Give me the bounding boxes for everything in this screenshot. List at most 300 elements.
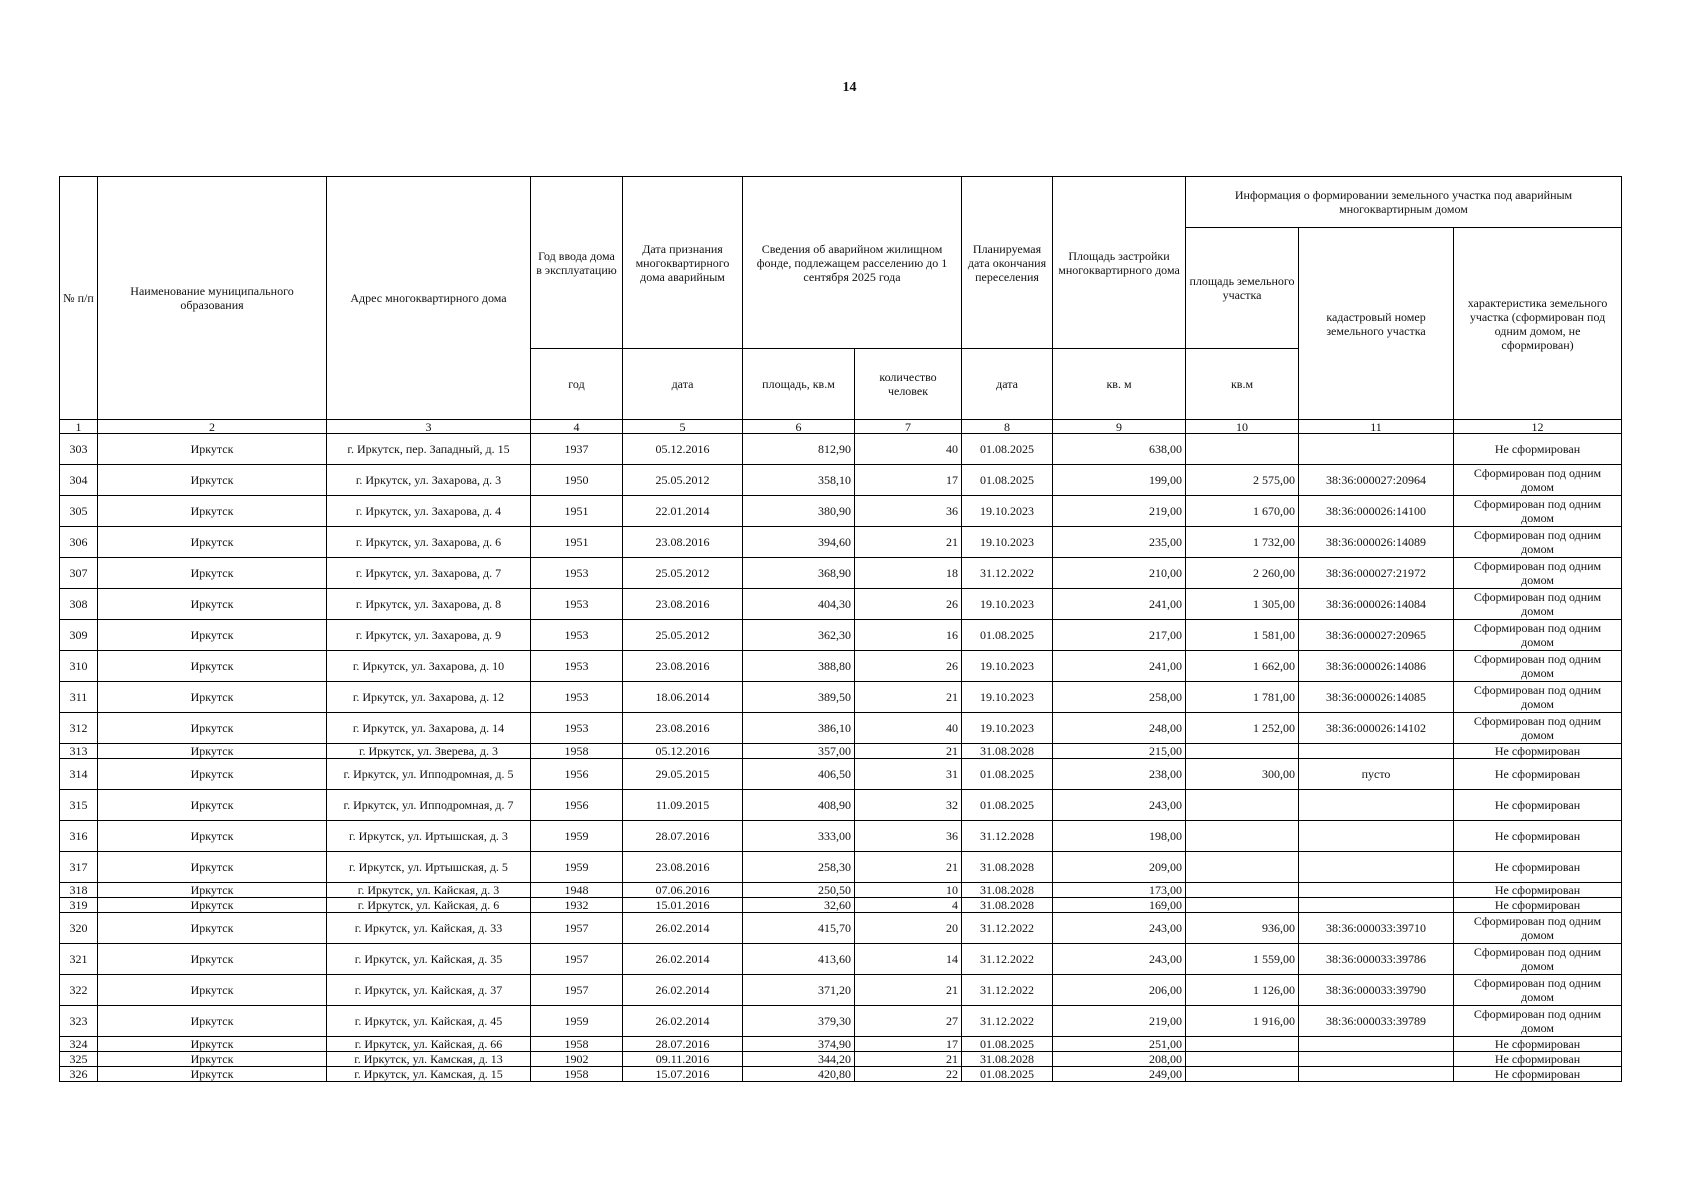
table-row <box>60 852 1622 883</box>
cell-planned-date: 31.12.2022 <box>962 913 1053 944</box>
cell-cadastral <box>1299 883 1454 898</box>
cell-land-status: Не сформирован <box>1454 1067 1622 1082</box>
col-index: 9 <box>1053 420 1186 434</box>
cell-cadastral: пусто <box>1299 759 1454 790</box>
cell-municipality: Иркутск <box>98 434 327 465</box>
cell-recognition-date: 23.08.2016 <box>623 651 743 682</box>
cell-building-area: 248,00 <box>1053 713 1186 744</box>
cell-municipality: Иркутск <box>98 944 327 975</box>
cell-municipality: Иркутск <box>98 589 327 620</box>
cell-recognition-date: 15.07.2016 <box>623 1067 743 1082</box>
table-row <box>60 434 1622 465</box>
cell-year: 1937 <box>531 434 623 465</box>
table-header <box>60 177 1622 434</box>
table-row <box>60 620 1622 651</box>
cell-cadastral <box>1299 1052 1454 1067</box>
cell-people: 17 <box>855 1037 962 1052</box>
cell-row-number: 324 <box>60 1037 98 1052</box>
cell-municipality: Иркутск <box>98 620 327 651</box>
cell-building-area: 169,00 <box>1053 898 1186 913</box>
table-row <box>60 496 1622 527</box>
cell-land-area <box>1186 1037 1299 1052</box>
cell-planned-date: 31.12.2022 <box>962 944 1053 975</box>
cell-planned-date: 01.08.2025 <box>962 434 1053 465</box>
cell-land-status: Сформирован под одним домом <box>1454 589 1622 620</box>
cell-recognition-date: 11.09.2015 <box>623 790 743 821</box>
cell-recognition-date: 26.02.2014 <box>623 913 743 944</box>
cell-cadastral: 38:36:000026:14089 <box>1299 527 1454 558</box>
header-emergency-fund: Сведения об аварийном жилищном фонде, подлежащем расселению до 1 сентября 2025 года <box>743 177 962 349</box>
header-municipality: Наименование муниципального образования <box>98 177 327 420</box>
cell-municipality: Иркутск <box>98 898 327 913</box>
cell-people: 10 <box>855 883 962 898</box>
header-recognition-date: Дата признания многоквартирного дома аварийным <box>623 177 743 349</box>
cell-planned-date: 01.08.2025 <box>962 1037 1053 1052</box>
cell-row-number: 306 <box>60 527 98 558</box>
cell-land-status: Не сформирован <box>1454 898 1622 913</box>
cell-land-area <box>1186 790 1299 821</box>
cell-municipality: Иркутск <box>98 527 327 558</box>
cell-area: 250,50 <box>743 883 855 898</box>
cell-municipality: Иркутск <box>98 496 327 527</box>
cell-people: 21 <box>855 527 962 558</box>
table-row <box>60 589 1622 620</box>
cell-recognition-date: 22.01.2014 <box>623 496 743 527</box>
cell-planned-date: 31.12.2022 <box>962 1006 1053 1037</box>
cell-area: 333,00 <box>743 821 855 852</box>
cell-cadastral <box>1299 790 1454 821</box>
cell-recognition-date: 23.08.2016 <box>623 713 743 744</box>
cell-land-status: Не сформирован <box>1454 744 1622 759</box>
unit-area: площадь, кв.м <box>743 349 855 420</box>
cell-municipality: Иркутск <box>98 682 327 713</box>
cell-cadastral: 38:36:000033:39790 <box>1299 975 1454 1006</box>
cell-planned-date: 01.08.2025 <box>962 465 1053 496</box>
cell-municipality: Иркутск <box>98 913 327 944</box>
cell-year: 1959 <box>531 821 623 852</box>
cell-people: 26 <box>855 651 962 682</box>
cell-recognition-date: 09.11.2016 <box>623 1052 743 1067</box>
cell-year: 1953 <box>531 651 623 682</box>
cell-address: г. Иркутск, ул. Кайская, д. 35 <box>327 944 531 975</box>
emergency-housing-table <box>59 176 1622 1082</box>
cell-building-area: 235,00 <box>1053 527 1186 558</box>
cell-building-area: 243,00 <box>1053 790 1186 821</box>
cell-people: 36 <box>855 821 962 852</box>
cell-municipality: Иркутск <box>98 1037 327 1052</box>
unit-land-sq-m: кв.м <box>1186 349 1299 420</box>
cell-planned-date: 01.08.2025 <box>962 790 1053 821</box>
cell-row-number: 316 <box>60 821 98 852</box>
cell-building-area: 249,00 <box>1053 1067 1186 1082</box>
cell-area: 406,50 <box>743 759 855 790</box>
cell-land-status: Не сформирован <box>1454 883 1622 898</box>
cell-people: 31 <box>855 759 962 790</box>
cell-cadastral <box>1299 1037 1454 1052</box>
cell-land-status: Не сформирован <box>1454 434 1622 465</box>
cell-cadastral <box>1299 744 1454 759</box>
col-index: 6 <box>743 420 855 434</box>
cell-address: г. Иркутск, ул. Захарова, д. 14 <box>327 713 531 744</box>
cell-land-status: Сформирован под одним домом <box>1454 682 1622 713</box>
cell-land-area: 1 252,00 <box>1186 713 1299 744</box>
cell-cadastral <box>1299 852 1454 883</box>
cell-land-area <box>1186 898 1299 913</box>
cell-people: 21 <box>855 1052 962 1067</box>
cell-building-area: 219,00 <box>1053 1006 1186 1037</box>
cell-land-area: 2 575,00 <box>1186 465 1299 496</box>
cell-municipality: Иркутск <box>98 465 327 496</box>
cell-recognition-date: 25.05.2012 <box>623 465 743 496</box>
cell-building-area: 208,00 <box>1053 1052 1186 1067</box>
table-row <box>60 1006 1622 1037</box>
cell-area: 386,10 <box>743 713 855 744</box>
cell-year: 1958 <box>531 744 623 759</box>
cell-row-number: 325 <box>60 1052 98 1067</box>
cell-cadastral: 38:36:000033:39789 <box>1299 1006 1454 1037</box>
cell-land-area <box>1186 852 1299 883</box>
cell-row-number: 322 <box>60 975 98 1006</box>
cell-year: 1902 <box>531 1052 623 1067</box>
header-row-number: № п/п <box>60 177 98 420</box>
cell-address: г. Иркутск, пер. Западный, д. 15 <box>327 434 531 465</box>
cell-planned-date: 19.10.2023 <box>962 651 1053 682</box>
cell-land-status: Не сформирован <box>1454 790 1622 821</box>
cell-cadastral <box>1299 434 1454 465</box>
cell-land-area <box>1186 821 1299 852</box>
table-body <box>60 434 1622 1082</box>
cell-land-area: 1 581,00 <box>1186 620 1299 651</box>
cell-row-number: 312 <box>60 713 98 744</box>
cell-cadastral: 38:36:000033:39786 <box>1299 944 1454 975</box>
cell-cadastral: 38:36:000027:21972 <box>1299 558 1454 589</box>
col-index: 12 <box>1454 420 1622 434</box>
cell-row-number: 315 <box>60 790 98 821</box>
cell-year: 1957 <box>531 944 623 975</box>
col-index: 11 <box>1299 420 1454 434</box>
cell-land-status: Не сформирован <box>1454 1052 1622 1067</box>
page-number: 14 <box>842 80 857 95</box>
cell-row-number: 309 <box>60 620 98 651</box>
cell-address: г. Иркутск, ул. Захарова, д. 6 <box>327 527 531 558</box>
cell-year: 1953 <box>531 682 623 713</box>
cell-area: 389,50 <box>743 682 855 713</box>
cell-land-status: Сформирован под одним домом <box>1454 975 1622 1006</box>
cell-address: г. Иркутск, ул. Зверева, д. 3 <box>327 744 531 759</box>
cell-row-number: 308 <box>60 589 98 620</box>
col-index: 7 <box>855 420 962 434</box>
header-land-status: характеристика земельного участка (сформирован под одним домом, не сформирован) <box>1454 228 1622 420</box>
cell-recognition-date: 26.02.2014 <box>623 944 743 975</box>
cell-land-area <box>1186 883 1299 898</box>
cell-building-area: 210,00 <box>1053 558 1186 589</box>
unit-plan-date: дата <box>962 349 1053 420</box>
cell-cadastral <box>1299 821 1454 852</box>
cell-people: 20 <box>855 913 962 944</box>
cell-row-number: 318 <box>60 883 98 898</box>
cell-area: 408,90 <box>743 790 855 821</box>
cell-land-area <box>1186 1052 1299 1067</box>
cell-building-area: 241,00 <box>1053 651 1186 682</box>
cell-recognition-date: 23.08.2016 <box>623 589 743 620</box>
cell-cadastral: 38:36:000027:20964 <box>1299 465 1454 496</box>
cell-building-area: 219,00 <box>1053 496 1186 527</box>
col-index: 2 <box>98 420 327 434</box>
table-row <box>60 713 1622 744</box>
header-building-area: Площадь застройки многоквартирного дома <box>1053 177 1186 349</box>
cell-land-status: Не сформирован <box>1454 759 1622 790</box>
cell-year: 1958 <box>531 1037 623 1052</box>
cell-people: 27 <box>855 1006 962 1037</box>
cell-land-status: Не сформирован <box>1454 821 1622 852</box>
cell-land-status: Сформирован под одним домом <box>1454 913 1622 944</box>
cell-people: 32 <box>855 790 962 821</box>
cell-row-number: 307 <box>60 558 98 589</box>
cell-building-area: 173,00 <box>1053 883 1186 898</box>
cell-recognition-date: 07.06.2016 <box>623 883 743 898</box>
cell-planned-date: 31.08.2028 <box>962 883 1053 898</box>
cell-planned-date: 31.08.2028 <box>962 898 1053 913</box>
cell-area: 812,90 <box>743 434 855 465</box>
cell-people: 21 <box>855 852 962 883</box>
cell-people: 22 <box>855 1067 962 1082</box>
cell-municipality: Иркутск <box>98 744 327 759</box>
cell-row-number: 305 <box>60 496 98 527</box>
cell-building-area: 241,00 <box>1053 589 1186 620</box>
cell-planned-date: 19.10.2023 <box>962 589 1053 620</box>
cell-row-number: 323 <box>60 1006 98 1037</box>
cell-building-area: 258,00 <box>1053 682 1186 713</box>
cell-cadastral <box>1299 898 1454 913</box>
cell-cadastral: 38:36:000026:14086 <box>1299 651 1454 682</box>
cell-building-area: 238,00 <box>1053 759 1186 790</box>
cell-cadastral: 38:36:000026:14100 <box>1299 496 1454 527</box>
cell-address: г. Иркутск, ул. Кайская, д. 33 <box>327 913 531 944</box>
cell-municipality: Иркутск <box>98 790 327 821</box>
cell-building-area: 206,00 <box>1053 975 1186 1006</box>
cell-land-status: Сформирован под одним домом <box>1454 465 1622 496</box>
cell-row-number: 319 <box>60 898 98 913</box>
cell-row-number: 304 <box>60 465 98 496</box>
cell-recognition-date: 29.05.2015 <box>623 759 743 790</box>
cell-recognition-date: 23.08.2016 <box>623 852 743 883</box>
cell-area: 32,60 <box>743 898 855 913</box>
table-row <box>60 913 1622 944</box>
cell-planned-date: 01.08.2025 <box>962 759 1053 790</box>
cell-address: г. Иркутск, ул. Кайская, д. 6 <box>327 898 531 913</box>
cell-area: 358,10 <box>743 465 855 496</box>
cell-recognition-date: 26.02.2014 <box>623 975 743 1006</box>
cell-land-area: 1 670,00 <box>1186 496 1299 527</box>
col-index: 8 <box>962 420 1053 434</box>
cell-area: 258,30 <box>743 852 855 883</box>
cell-land-area <box>1186 434 1299 465</box>
cell-building-area: 243,00 <box>1053 913 1186 944</box>
cell-area: 374,90 <box>743 1037 855 1052</box>
cell-area: 413,60 <box>743 944 855 975</box>
header-commission-year: Год ввода дома в эксплуатацию <box>531 177 623 349</box>
header-planned-date: Планируемая дата окончания переселения <box>962 177 1053 349</box>
table-row <box>60 1037 1622 1052</box>
cell-land-area: 936,00 <box>1186 913 1299 944</box>
cell-land-status: Не сформирован <box>1454 852 1622 883</box>
cell-area: 380,90 <box>743 496 855 527</box>
cell-building-area: 215,00 <box>1053 744 1186 759</box>
cell-address: г. Иркутск, ул. Захарова, д. 9 <box>327 620 531 651</box>
cell-land-status: Сформирован под одним домом <box>1454 713 1622 744</box>
cell-people: 16 <box>855 620 962 651</box>
cell-people: 40 <box>855 434 962 465</box>
cell-people: 18 <box>855 558 962 589</box>
table-row <box>60 651 1622 682</box>
cell-recognition-date: 28.07.2016 <box>623 821 743 852</box>
cell-planned-date: 31.08.2028 <box>962 852 1053 883</box>
cell-address: г. Иркутск, ул. Кайская, д. 45 <box>327 1006 531 1037</box>
cell-row-number: 326 <box>60 1067 98 1082</box>
cell-people: 21 <box>855 682 962 713</box>
cell-cadastral: 38:36:000026:14102 <box>1299 713 1454 744</box>
cell-municipality: Иркутск <box>98 883 327 898</box>
header-land-group: Информация о формировании земельного участка под аварийным многоквартирным домом <box>1186 177 1622 228</box>
col-index: 10 <box>1186 420 1299 434</box>
cell-land-status: Сформирован под одним домом <box>1454 651 1622 682</box>
cell-land-area <box>1186 744 1299 759</box>
cell-year: 1959 <box>531 852 623 883</box>
cell-row-number: 320 <box>60 913 98 944</box>
cell-area: 420,80 <box>743 1067 855 1082</box>
cell-people: 14 <box>855 944 962 975</box>
cell-row-number: 303 <box>60 434 98 465</box>
cell-land-status: Сформирован под одним домом <box>1454 620 1622 651</box>
cell-address: г. Иркутск, ул. Камская, д. 13 <box>327 1052 531 1067</box>
header-address: Адрес многоквартирного дома <box>327 177 531 420</box>
cell-row-number: 314 <box>60 759 98 790</box>
cell-municipality: Иркутск <box>98 852 327 883</box>
cell-planned-date: 01.08.2025 <box>962 1067 1053 1082</box>
cell-address: г. Иркутск, ул. Захарова, д. 10 <box>327 651 531 682</box>
cell-year: 1951 <box>531 527 623 558</box>
cell-recognition-date: 05.12.2016 <box>623 434 743 465</box>
cell-year: 1950 <box>531 465 623 496</box>
cell-recognition-date: 28.07.2016 <box>623 1037 743 1052</box>
cell-land-status: Сформирован под одним домом <box>1454 558 1622 589</box>
cell-people: 21 <box>855 744 962 759</box>
cell-planned-date: 31.12.2022 <box>962 558 1053 589</box>
col-index: 3 <box>327 420 531 434</box>
cell-year: 1956 <box>531 790 623 821</box>
table-row <box>60 898 1622 913</box>
cell-year: 1959 <box>531 1006 623 1037</box>
cell-area: 368,90 <box>743 558 855 589</box>
cell-cadastral: 38:36:000026:14085 <box>1299 682 1454 713</box>
cell-recognition-date: 23.08.2016 <box>623 527 743 558</box>
cell-year: 1932 <box>531 898 623 913</box>
cell-recognition-date: 25.05.2012 <box>623 558 743 589</box>
header-cadastral: кадастровый номер земельного участка <box>1299 228 1454 420</box>
cell-building-area: 199,00 <box>1053 465 1186 496</box>
cell-address: г. Иркутск, ул. Ипподромная, д. 5 <box>327 759 531 790</box>
cell-municipality: Иркутск <box>98 558 327 589</box>
table-row <box>60 527 1622 558</box>
table-row <box>60 1052 1622 1067</box>
cell-recognition-date: 18.06.2014 <box>623 682 743 713</box>
cell-area: 362,30 <box>743 620 855 651</box>
cell-building-area: 217,00 <box>1053 620 1186 651</box>
cell-area: 344,20 <box>743 1052 855 1067</box>
col-index: 4 <box>531 420 623 434</box>
cell-land-status: Сформирован под одним домом <box>1454 1006 1622 1037</box>
cell-row-number: 313 <box>60 744 98 759</box>
cell-land-area: 1 781,00 <box>1186 682 1299 713</box>
cell-area: 371,20 <box>743 975 855 1006</box>
unit-date: дата <box>623 349 743 420</box>
cell-address: г. Иркутск, ул. Иртышская, д. 5 <box>327 852 531 883</box>
cell-planned-date: 19.10.2023 <box>962 682 1053 713</box>
cell-address: г. Иркутск, ул. Захарова, д. 8 <box>327 589 531 620</box>
cell-address: г. Иркутск, ул. Захарова, д. 3 <box>327 465 531 496</box>
table-row <box>60 759 1622 790</box>
cell-address: г. Иркутск, ул. Кайская, д. 3 <box>327 883 531 898</box>
cell-municipality: Иркутск <box>98 821 327 852</box>
cell-row-number: 310 <box>60 651 98 682</box>
cell-row-number: 311 <box>60 682 98 713</box>
cell-municipality: Иркутск <box>98 1006 327 1037</box>
cell-year: 1958 <box>531 1067 623 1082</box>
cell-land-status: Сформирован под одним домом <box>1454 496 1622 527</box>
table-row <box>60 744 1622 759</box>
table-row <box>60 883 1622 898</box>
cell-people: 36 <box>855 496 962 527</box>
cell-land-area: 1 732,00 <box>1186 527 1299 558</box>
table-row <box>60 944 1622 975</box>
cell-land-status: Сформирован под одним домом <box>1454 527 1622 558</box>
cell-building-area: 209,00 <box>1053 852 1186 883</box>
table-row <box>60 1067 1622 1082</box>
header-land-area: площадь земельного участка <box>1186 228 1299 349</box>
cell-area: 357,00 <box>743 744 855 759</box>
cell-address: г. Иркутск, ул. Ипподромная, д. 7 <box>327 790 531 821</box>
cell-land-area: 300,00 <box>1186 759 1299 790</box>
cell-year: 1953 <box>531 713 623 744</box>
cell-planned-date: 31.12.2022 <box>962 975 1053 1006</box>
cell-planned-date: 31.08.2028 <box>962 1052 1053 1067</box>
table-row <box>60 682 1622 713</box>
cell-municipality: Иркутск <box>98 759 327 790</box>
cell-planned-date: 19.10.2023 <box>962 527 1053 558</box>
cell-land-status: Сформирован под одним домом <box>1454 944 1622 975</box>
unit-people: количество человек <box>855 349 962 420</box>
cell-year: 1953 <box>531 558 623 589</box>
cell-area: 388,80 <box>743 651 855 682</box>
cell-year: 1951 <box>531 496 623 527</box>
cell-people: 26 <box>855 589 962 620</box>
cell-municipality: Иркутск <box>98 651 327 682</box>
unit-year: год <box>531 349 623 420</box>
cell-people: 17 <box>855 465 962 496</box>
cell-planned-date: 19.10.2023 <box>962 713 1053 744</box>
cell-land-area: 1 559,00 <box>1186 944 1299 975</box>
cell-planned-date: 01.08.2025 <box>962 620 1053 651</box>
cell-land-status: Не сформирован <box>1454 1037 1622 1052</box>
cell-area: 394,60 <box>743 527 855 558</box>
table-row <box>60 465 1622 496</box>
cell-address: г. Иркутск, ул. Кайская, д. 37 <box>327 975 531 1006</box>
unit-sq-m: кв. м <box>1053 349 1186 420</box>
cell-area: 379,30 <box>743 1006 855 1037</box>
cell-land-area <box>1186 1067 1299 1082</box>
cell-address: г. Иркутск, ул. Иртышская, д. 3 <box>327 821 531 852</box>
col-index: 5 <box>623 420 743 434</box>
